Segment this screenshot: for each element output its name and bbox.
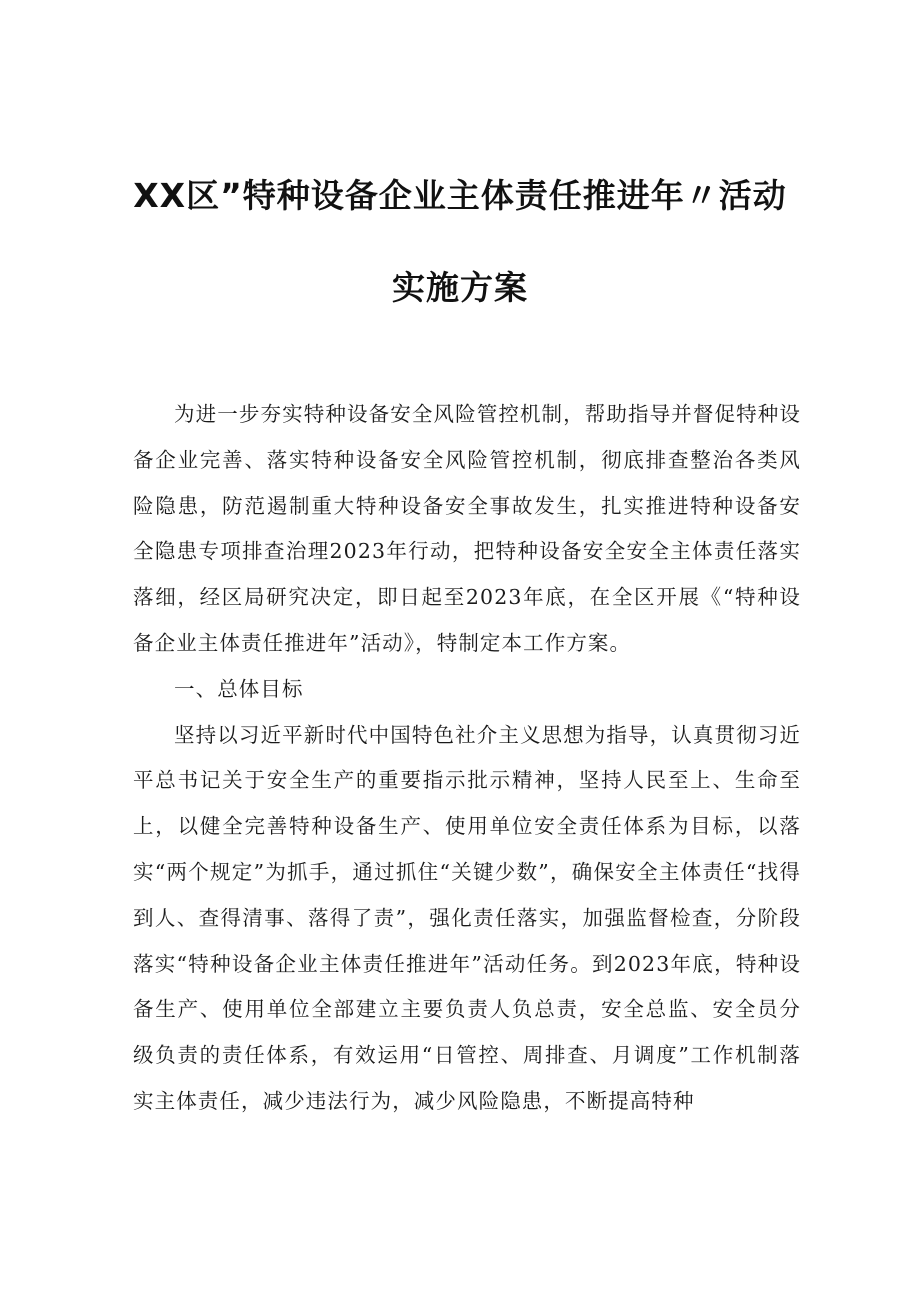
goal-paragraph: 坚持以习近平新时代中国特色社介主义思想为指导，认真贯彻习近平总书记关于安全生产的重要指示批示精神，坚持人民至上、生命至上，以健全完善特种设备生产、使用单位安全责任体系为目标，以落实“两个规定”为抓手，通过抓住“关键少数”，确保安全主体责任“找得到人、查得清事、落得了责”，强化责任落实，加强监督检查，分阶段落实“特种设备企业主体责任推进年”活动任务。到2023年底，特种设备生产、使用单位全部建立主要负责人负总责，安全总监、安全员分级负责的责任体系，有效运用“日管控、周排查、月调度”工作机制落实主体责任，减少违法行为，减少风险隐患，不断提高特种 [133,722,801,1113]
document-title-line-2: 实施方案 [392,268,528,307]
intro-paragraph: 为进一步夯实特种设备安全风险管控机制，帮助指导并督促特种设备企业完善、落实特种设备安全风险管控机制，彻底排查整治各类风险隐患，防范遏制重大特种设备安全事故发生，扎实推进特种设备安全隐患专项排查治理2023年行动，把特种设备安全安全主体责任落实落细，经区局研究决定，即日起至2023年底，在全区开展《“特种设备企业主体责任推进年”活动》，特制定本工作方案。 [133,402,801,655]
document-body [133,392,801,1125]
document-title-line-1: XX区”特种设备企业主体责任推进年〃活动 [133,176,787,215]
section-heading: 一、总体目标 [174,676,304,701]
